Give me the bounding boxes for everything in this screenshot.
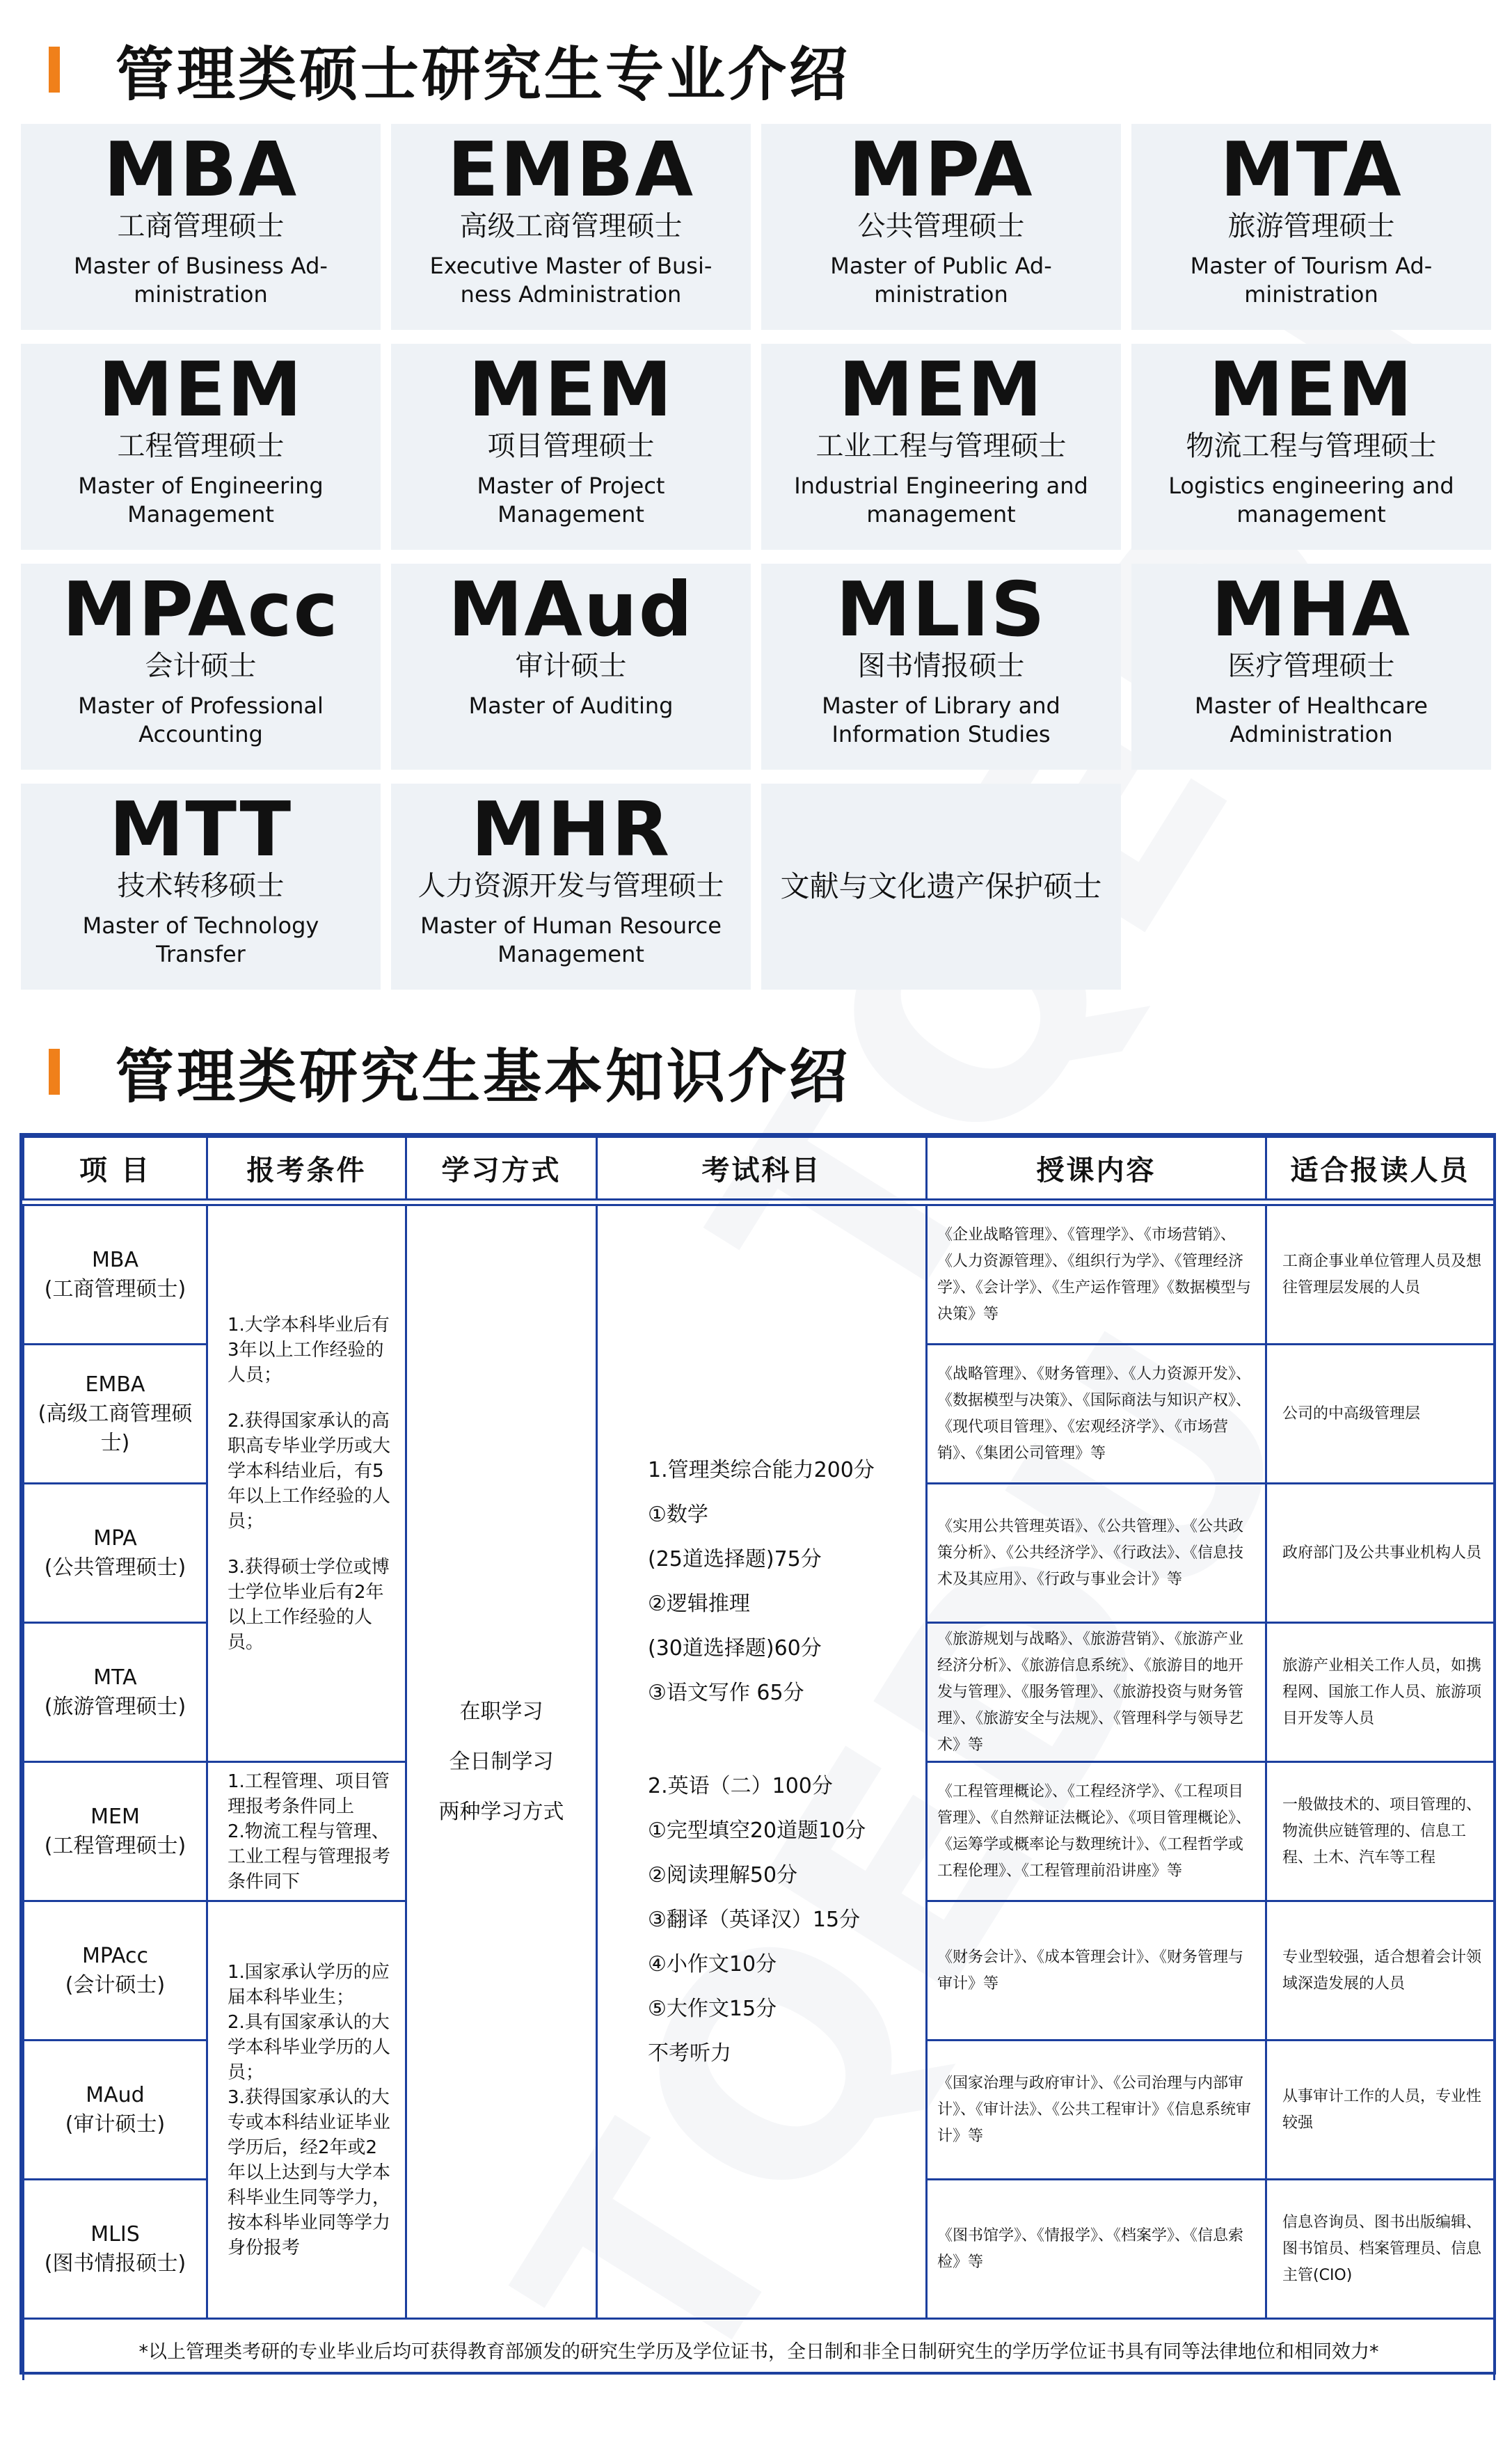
header-conditions: 报考条件 — [207, 1137, 406, 1200]
table-row — [24, 1205, 1495, 1345]
exam-line: 2.英语（二）100分 — [648, 1773, 833, 1798]
major-chinese-name: 医疗管理硕士 — [1227, 650, 1395, 682]
major-cards-grid — [21, 124, 1493, 990]
major-chinese-name: 项目管理硕士 — [487, 430, 655, 462]
header-project: 项 目 — [24, 1137, 207, 1200]
exam-subjects-cell — [597, 1205, 927, 2319]
section-title-text: 管理类硕士研究生专业介绍 — [116, 40, 851, 109]
header-target-people: 适合报读人员 — [1266, 1137, 1495, 1200]
course-content-cell: 《国家治理与政府审计》、《公司治理与内部审计》、《审计法》、《公共工程审计》《信息系统审计》等 — [927, 2041, 1266, 2180]
target-people-cell: 政府部门及公共事业机构人员 — [1266, 1484, 1495, 1623]
major-abbr: MTA — [1220, 127, 1403, 214]
major-chinese-name: 物流工程与管理硕士 — [1186, 430, 1437, 462]
major-english-name: Master of Library and Information Studies — [822, 692, 1060, 747]
major-abbr: EMBA — [447, 127, 695, 214]
course-content-cell: 《战略管理》、《财务管理》、《人力资源开发》、《数据模型与决策》、《国际商法与知识产权》、《现代项目管理》、《宏观经济学》、《市场营销》、《集团公司管理》等 — [927, 1345, 1266, 1484]
major-english-name: Master of Professional Accounting — [78, 692, 324, 747]
major-english-name: Master of Tourism Ad-ministration — [1190, 253, 1433, 308]
major-card — [21, 784, 381, 990]
exam-line: ①数学 — [648, 1502, 708, 1527]
conditions-cell — [207, 1205, 406, 1762]
project-cell — [24, 1762, 207, 1901]
target-people-cell: 专业型较强，适合想着会计领域深造发展的人员 — [1266, 1901, 1495, 2041]
major-abbr: MEM — [1209, 347, 1414, 434]
major-card — [391, 784, 751, 990]
major-abbr: MEM — [838, 347, 1044, 434]
condition-line: 1.工程管理、项目管理报考条件同上 — [228, 1770, 390, 1817]
major-chinese-name: 公共管理硕士 — [857, 210, 1025, 242]
conditions-cell — [207, 1901, 406, 2319]
exam-line: 1.管理类综合能力200分 — [648, 1457, 875, 1482]
major-chinese-name: 文献与文化遗产保护硕士 — [780, 869, 1102, 903]
major-card — [761, 784, 1121, 990]
condition-line: 1.国家承认学历的应届本科毕业生； — [228, 1961, 390, 2008]
major-abbr: MBA — [103, 127, 299, 214]
target-people-cell: 信息咨询员、图书出版编辑、图书馆员、档案管理员、信息主管(CIO) — [1266, 2180, 1495, 2319]
major-english-name: Logistics engineering and management — [1168, 473, 1454, 528]
title-accent-bar — [49, 47, 60, 93]
major-card — [1131, 564, 1491, 770]
major-english-name: Master of Technology Transfer — [82, 912, 319, 967]
section-title-knowledge — [49, 1037, 851, 1111]
major-english-name: Master of Public Ad-ministration — [830, 253, 1052, 308]
major-chinese-name: 旅游管理硕士 — [1227, 210, 1395, 242]
major-abbr: MHR — [470, 786, 671, 873]
major-abbr: MAud — [447, 567, 694, 653]
major-abbr: MEM — [468, 347, 674, 434]
target-people-cell: 从事审计工作的人员，专业性较强 — [1266, 2041, 1495, 2180]
project-cell — [24, 2041, 207, 2180]
major-english-name: Master of Healthcare Administration — [1195, 692, 1428, 747]
course-content-cell: 《财务会计》、《成本管理会计》、《财务管理与审计》等 — [927, 1901, 1266, 2041]
course-content-cell: 《旅游规划与战略》、《旅游营销》、《旅游产业经济分析》、《旅游信息系统》、《旅游目的地开发与管理》、《服务管理》、《旅游投资与财务管理》、《旅游安全与法规》、《管理科学与领导艺术》等 — [927, 1623, 1266, 1762]
header-study-mode: 学习方式 — [406, 1137, 597, 1200]
project-abbr: EMBA — [85, 1372, 145, 1397]
major-abbr: MEM — [98, 347, 303, 434]
project-cell — [24, 1901, 207, 2041]
major-chinese-name: 图书情报硕士 — [857, 650, 1025, 682]
major-chinese-name: 工业工程与管理硕士 — [815, 430, 1067, 462]
major-english-name: Industrial Engineering and management — [794, 473, 1088, 528]
project-abbr: MLIS — [90, 2221, 140, 2247]
condition-line: 2.具有国家承认的大学本科毕业学历的人员； — [228, 2011, 391, 2083]
major-english-name: Master of Auditing — [468, 692, 674, 719]
project-chinese-name: (高级工商管理硕士) — [38, 1401, 193, 1455]
exam-line — [648, 1716, 925, 1764]
exam-line: ③语文写作 65分 — [648, 1680, 804, 1705]
major-english-name: Master of Engineering Management — [78, 473, 324, 528]
target-people-cell: 工商企事业单位管理人员及想往管理层发展的人员 — [1266, 1205, 1495, 1345]
exam-line: 不考听力 — [648, 2041, 731, 2066]
condition-line: 2.物流工程与管理、工业工程与管理报考条件同下 — [228, 1821, 391, 1892]
header-exam-subjects: 考试科目 — [597, 1137, 927, 1200]
major-card — [21, 124, 381, 330]
major-english-name: Executive Master of Busi-ness Administration — [429, 253, 713, 308]
major-card — [391, 564, 751, 770]
project-abbr: MTA — [93, 1665, 137, 1690]
exam-line: (25道选择题)75分 — [648, 1546, 822, 1571]
exam-line: ①完型填空20道题10分 — [648, 1818, 866, 1843]
exam-line: (30道选择题)60分 — [648, 1635, 822, 1661]
major-chinese-name: 工商管理硕士 — [117, 210, 285, 242]
project-chinese-name: (旅游管理硕士) — [44, 1694, 186, 1719]
major-chinese-name: 工程管理硕士 — [117, 430, 285, 462]
major-abbr: MPAcc — [62, 567, 340, 653]
exam-line: ②阅读理解50分 — [648, 1862, 798, 1887]
conditions-cell — [207, 1762, 406, 1901]
study-mode-line: 全日制学习 — [449, 1749, 554, 1774]
major-abbr: MTT — [109, 786, 293, 873]
course-content-cell: 《图书馆学》、《情报学》、《档案学》、《信息索检》等 — [927, 2180, 1266, 2319]
major-chinese-name: 审计硕士 — [515, 650, 627, 682]
exam-line: ⑤大作文15分 — [648, 1996, 777, 2021]
project-abbr: MEM — [90, 1804, 140, 1829]
major-english-name: Master of Human Resource Management — [420, 912, 722, 967]
major-card — [21, 344, 381, 550]
project-chinese-name: (图书情报硕士) — [44, 2251, 186, 2276]
exam-line: ③翻译（英译汉）15分 — [648, 1907, 861, 1932]
condition-line: 2.获得国家承认的高职高专毕业学历或大学本科结业后，有5年以上工作经验的人员； — [228, 1410, 391, 1532]
target-people-cell: 一般做技术的、项目管理的、物流供应链管理的、信息工程、土木、汽车等工程 — [1266, 1762, 1495, 1901]
major-abbr: MHA — [1211, 567, 1412, 653]
section-title-text: 管理类研究生基本知识介绍 — [116, 1042, 851, 1111]
project-chinese-name: (工程管理硕士) — [44, 1833, 186, 1858]
project-cell — [24, 1623, 207, 1762]
exam-line: ②逻辑推理 — [648, 1591, 750, 1616]
project-abbr: MBA — [92, 1247, 138, 1272]
project-abbr: MPAcc — [81, 1943, 149, 1968]
project-cell — [24, 1484, 207, 1623]
major-chinese-name: 人力资源开发与管理硕士 — [417, 870, 724, 902]
section-title-majors — [49, 35, 851, 109]
project-chinese-name: (审计硕士) — [65, 2112, 166, 2137]
project-chinese-name: (会计硕士) — [65, 1972, 166, 1997]
major-card — [761, 344, 1121, 550]
major-card — [761, 124, 1121, 330]
major-card — [391, 124, 751, 330]
target-people-cell: 旅游产业相关工作人员，如携程网、国旅工作人员、旅游项目开发等人员 — [1266, 1623, 1495, 1762]
major-abbr: MLIS — [836, 567, 1047, 653]
major-card — [761, 564, 1121, 770]
major-card — [1131, 344, 1491, 550]
condition-line: 3.获得硕士学位或博士学位毕业后有2年以上工作经验的人员。 — [228, 1556, 390, 1653]
target-people-cell: 公司的中高级管理层 — [1266, 1345, 1495, 1484]
major-card — [391, 344, 751, 550]
project-abbr: MAud — [86, 2082, 145, 2107]
major-card — [1131, 124, 1491, 330]
exam-line: ④小作文10分 — [648, 1951, 777, 1976]
course-content-cell: 《实用公共管理英语》、《公共管理》、《公共政策分析》、《公共经济学》、《行政法》、《信息技术及其应用》、《行政与事业会计》等 — [927, 1484, 1266, 1623]
table-footer-note: *以上管理类考研的专业毕业后均可获得教育部颁发的研究生学历及学位证书，全日制和非全日制研究生的学历学位证书具有同等法律地位和相同效力* — [24, 2319, 1495, 2380]
major-abbr: MPA — [848, 127, 1034, 214]
project-cell — [24, 2180, 207, 2319]
project-chinese-name: (公共管理硕士) — [44, 1555, 186, 1580]
project-chinese-name: (工商管理硕士) — [44, 1276, 186, 1301]
course-content-cell: 《工程管理概论》、《工程经济学》、《工程项目管理》、《自然辩证法概论》、《项目管理概论》、《运筹学或概率论与数理统计》、《工程哲学或工程伦理》、《工程管理前沿讲座》等 — [927, 1762, 1266, 1901]
condition-line: 3.获得国家承认的大专或本科结业证毕业学历后，经2年或2年以上达到与大学本科毕业生同等学力，按本科毕业同等学力身份报考 — [228, 2086, 391, 2258]
header-course-content: 授课内容 — [927, 1137, 1266, 1200]
project-cell — [24, 1205, 207, 1345]
major-english-name: Master of Project Management — [477, 473, 665, 528]
study-mode-line: 在职学习 — [459, 1699, 543, 1724]
study-mode-line: 两种学习方式 — [438, 1799, 564, 1824]
project-cell — [24, 1345, 207, 1484]
course-content-cell: 《企业战略管理》、《管理学》、《市场营销》、《人力资源管理》、《组织行为学》、《管理经济学》、《会计学》、《生产运作管理》《数据模型与决策》等 — [927, 1205, 1266, 1345]
condition-line: 1.大学本科毕业后有3年以上工作经验的人员； — [228, 1314, 390, 1386]
study-mode-cell — [406, 1205, 597, 2319]
major-chinese-name: 高级工商管理硕士 — [459, 210, 683, 242]
project-abbr: MPA — [93, 1526, 137, 1551]
knowledge-table — [19, 1133, 1496, 2375]
major-english-name: Master of Business Ad-ministration — [74, 253, 328, 308]
major-card — [21, 564, 381, 770]
major-chinese-name: 技术转移硕士 — [117, 870, 285, 902]
major-chinese-name: 会计硕士 — [145, 650, 257, 682]
title-accent-bar — [49, 1049, 60, 1095]
